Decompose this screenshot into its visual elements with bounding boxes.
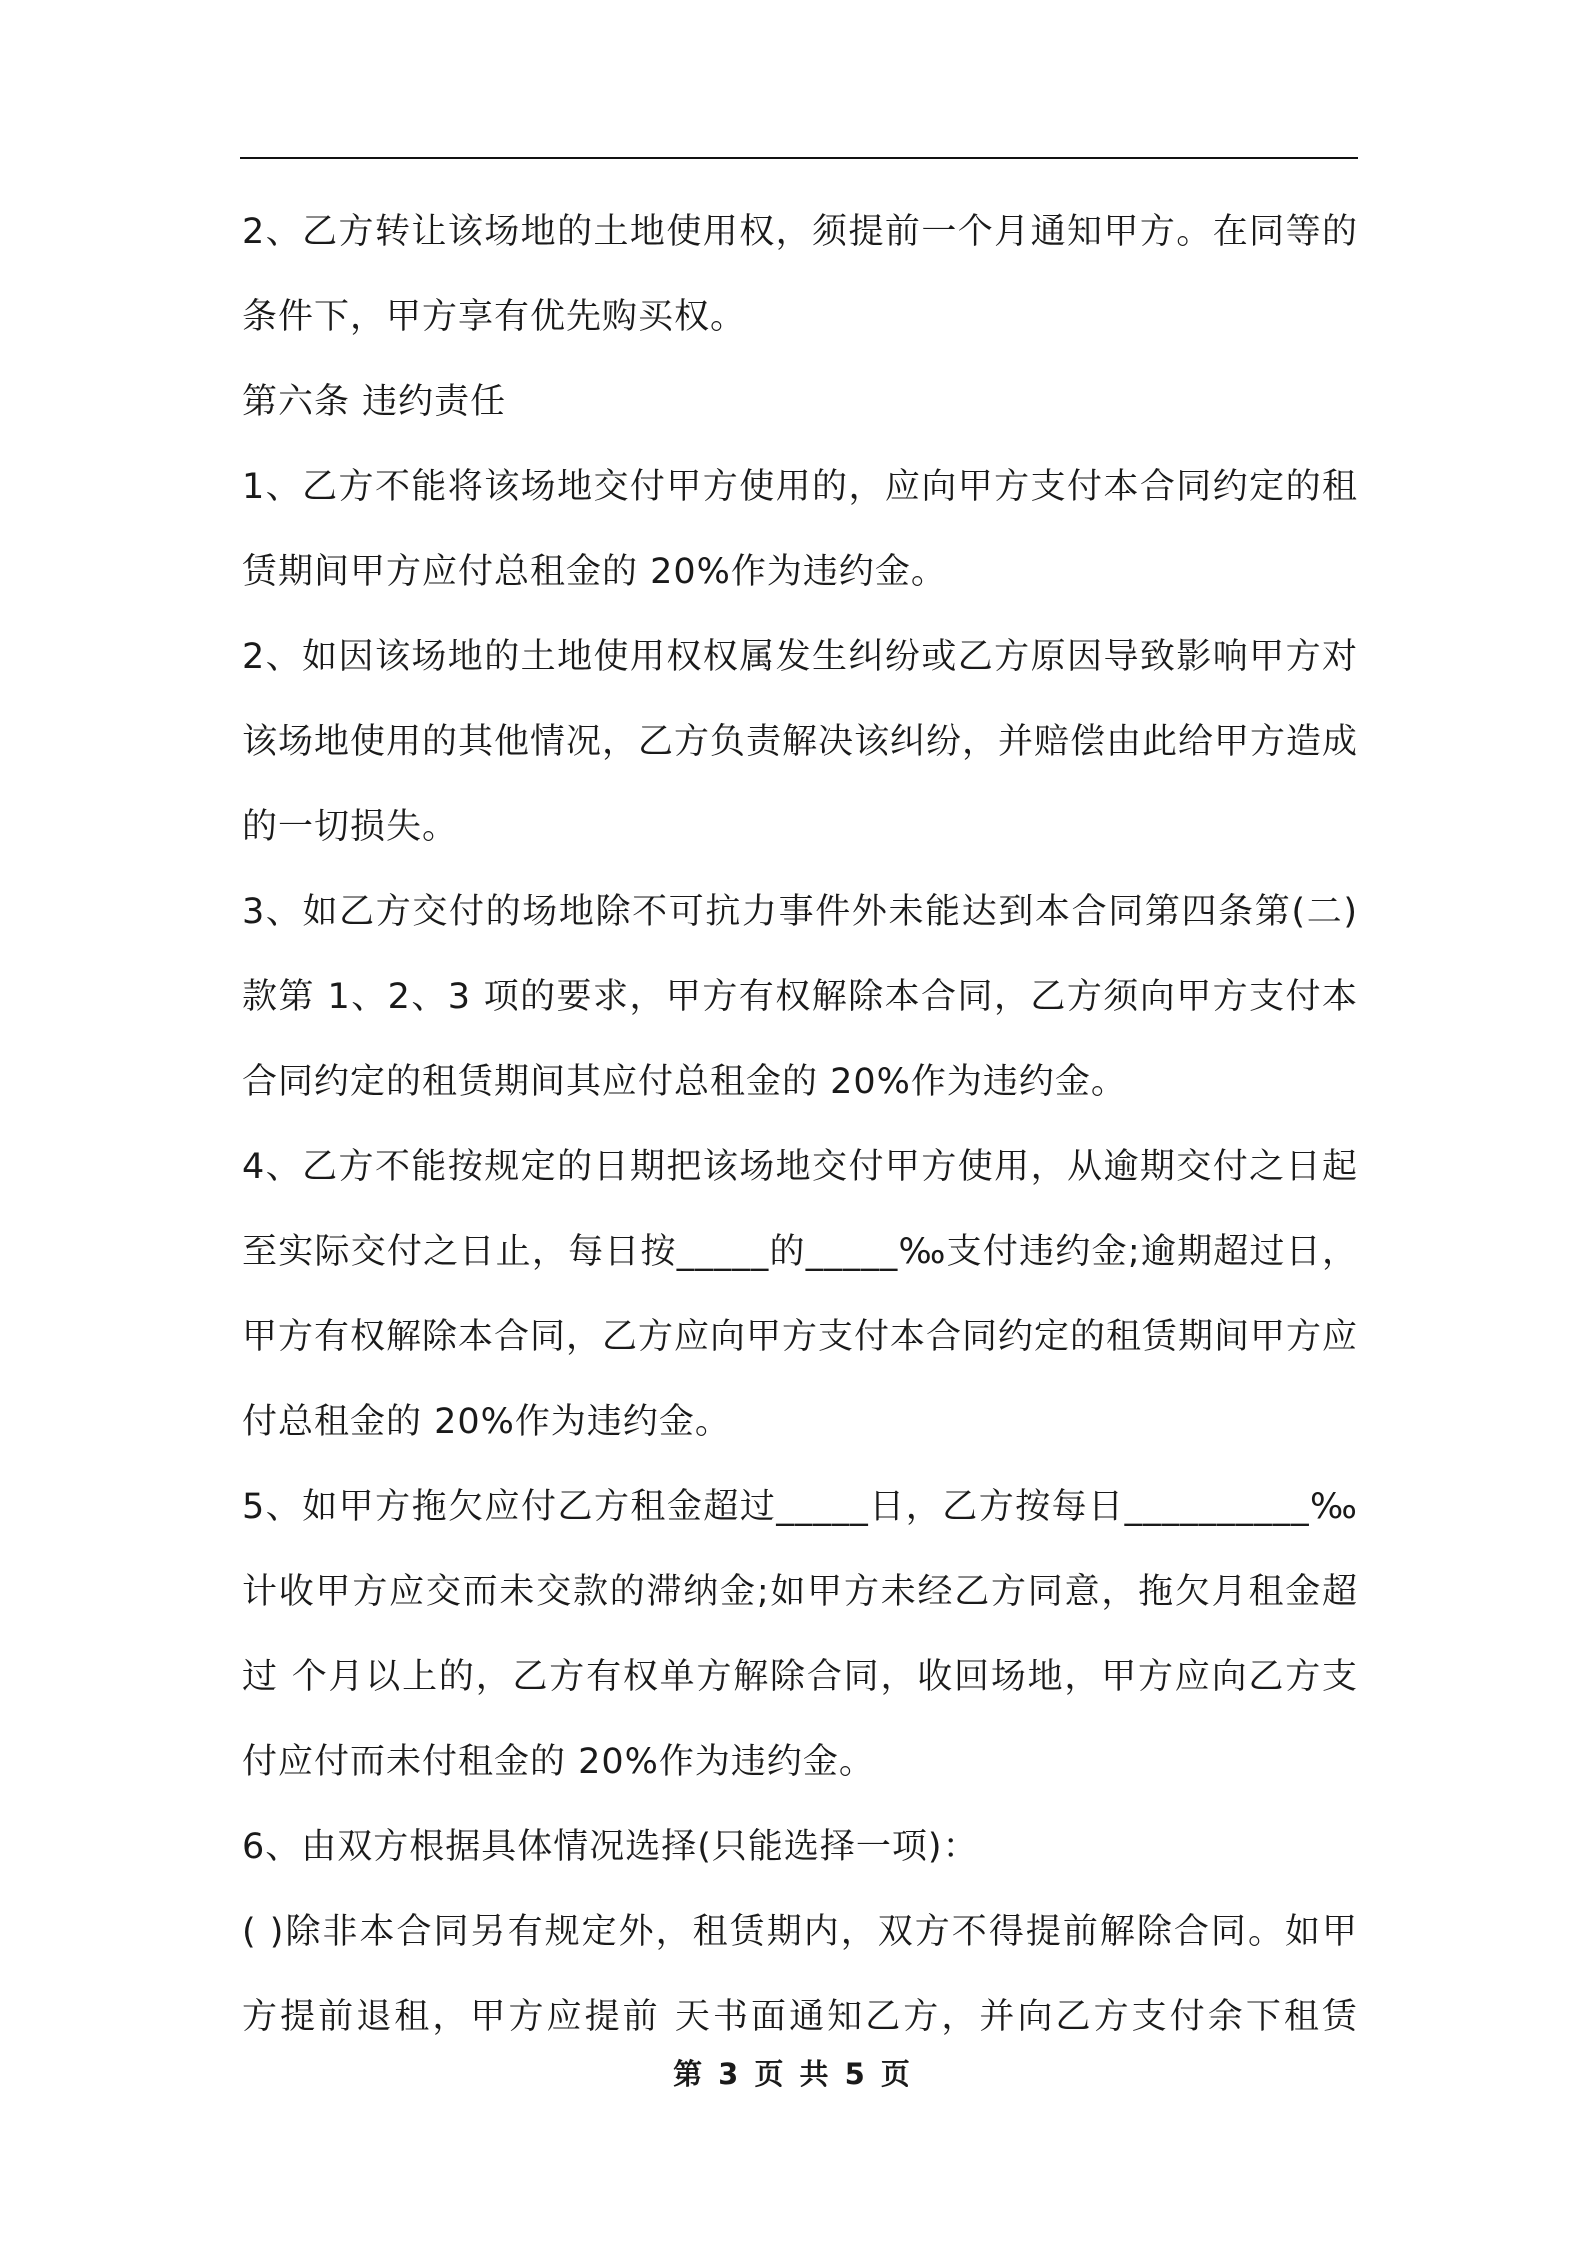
paragraph-option: ( )除非本合同另有规定外，租赁期内，双方不得提前解除合同。如甲方提前退租，甲方应提前 天书面通知乙方，并向乙方支付余下租赁 — [242, 1912, 1358, 2037]
page-number-footer: 第 3 页 共 5 页 — [673, 2057, 913, 2091]
paragraph-transfer-notice: 2、乙方转让该场地的土地使用权，须提前一个月通知甲方。在同等的条件下，甲方享有优先购买权。 — [242, 212, 1358, 337]
section-heading-breach-liability: 第六条 违约责任 — [242, 382, 507, 422]
paragraph-breach-1: 1、乙方不能将该场地交付甲方使用的，应向甲方支付本合同约定的租赁期间甲方应付总租金的 20%作为违约金。 — [242, 467, 1358, 592]
header-divider — [240, 157, 1358, 159]
document-body — [242, 190, 1358, 2060]
paragraph-breach-2: 2、如因该场地的土地使用权权属发生纠纷或乙方原因导致影响甲方对该场地使用的其他情况，乙方负责解决该纠纷，并赔偿由此给甲方造成的一切损失。 — [242, 637, 1359, 847]
paragraph-breach-3: 3、如乙方交付的场地除不可抗力事件外未能达到本合同第四条第(二)款第 1、2、3 项的要求，甲方有权解除本合同，乙方须向甲方支付本合同约定的租赁期间其应付总租金的 20%作为违约金。 — [242, 892, 1358, 1102]
paragraph-breach-4: 4、乙方不能按规定的日期把该场地交付甲方使用，从逾期交付之日起至实际交付之日止，每日按_____的_____‰支付违约金;逾期超过日，甲方有权解除本合同，乙方应向甲方支付本合同约定的租赁期间甲方应付总租金的 20%作为违约金。 — [242, 1147, 1359, 1442]
paragraph-breach-6: 6、由双方根据具体情况选择(只能选择一项)： — [242, 1827, 979, 1867]
paragraph-breach-5: 5、如甲方拖欠应付乙方租金超过_____日，乙方按每日__________‰计收甲方应交而未交款的滞纳金;如甲方未经乙方同意，拖欠月租金超过 个月以上的，乙方有权单方解除合同，收回场地，甲方应向乙方支付应付而未付租金的 20%作为违约金。 — [242, 1487, 1358, 1782]
